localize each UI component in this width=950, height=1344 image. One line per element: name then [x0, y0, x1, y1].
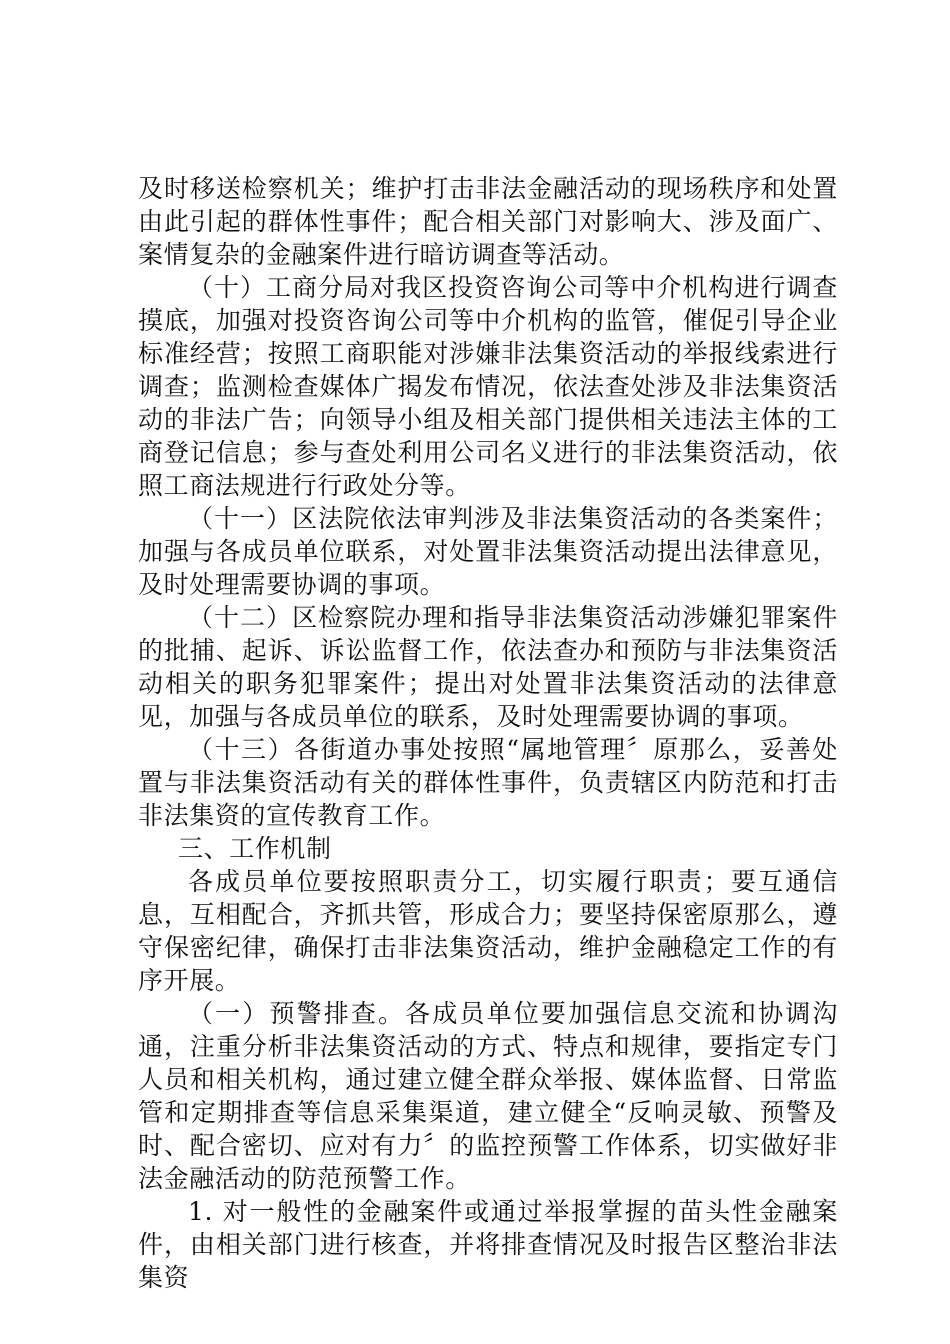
- paragraph-item-12: （十二）区检察院办理和指导非法集资活动涉嫌犯罪案件的批捕、起诉、诉讼监督工作，依法查办和预防与非法集资活动相关的职务犯罪案件；提出对处置非法集资活动的法律意见，加强与各成员单位的联系，及时处理需要协调的事项。: [138, 603, 838, 731]
- paragraph-item-11: （十一）区法院依法审判涉及非法集资活动的各类案件；加强与各成员单位联系，对处置非法集资活动提出法律意见，及时处理需要协调的事项。: [138, 504, 838, 599]
- paragraph-item-10: （十）工商分局对我区投资咨询公司等中介机构进行调查摸底，加强对投资咨询公司等中介机构的监管，催促引导企业标准经营；按照工商职能对涉嫌非法集资活动的举报线索进行调查；监测检查媒体广揭发布情况，依法查处涉及非法集资活动的非法广告；向领导小组及相关部门提供相关违法主体的工商登记信息；参与查处利用公司名义进行的非法集资活动，依照工商法规进行行政处分等。: [138, 273, 838, 500]
- paragraph-work-mechanism-intro: 各成员单位要按照职责分工，切实履行职责；要互通信息，互相配合，齐抓共管，形成合力；要坚持保密原那么，遵守保密纪律，确保打击非法集资活动，维护金融稳定工作的有序开展。: [138, 867, 838, 995]
- paragraph-early-warning: （一）预警排查。各成员单位要加强信息交流和协调沟通，注重分析非法集资活动的方式、特点和规律，要指定专门人员和相关机构，通过建立健全群众举报、媒体监督、日常监管和定期排查等信息采集渠道，建立健全“反响灵敏、预警及时、配合密切、应对有力〞的监控预警工作体系，切实做好非法金融活动的防范预警工作。: [138, 999, 838, 1193]
- paragraph-item-13: （十三）各街道办事处按照“属地管理〞原那么，妥善处置与非法集资活动有关的群体性事件，负责辖区内防范和打击非法集资的宣传教育工作。: [138, 735, 838, 830]
- document-body: [138, 172, 838, 1294]
- paragraph-continuation: 及时移送检察机关；维护打击非法金融活动的现场秩序和处置由此引起的群体性事件；配合相关部门对影响大、涉及面广、案情复杂的金融案件进行暗访调查等活动。: [138, 174, 838, 269]
- section-heading-work-mechanism: 三、工作机制: [178, 834, 332, 863]
- paragraph-point-1: 1. 对一般性的金融案件或通过举报掌握的苗头性金融案件，由相关部门进行核查，并将排查情况及时报告区整治非法集资: [138, 1197, 838, 1292]
